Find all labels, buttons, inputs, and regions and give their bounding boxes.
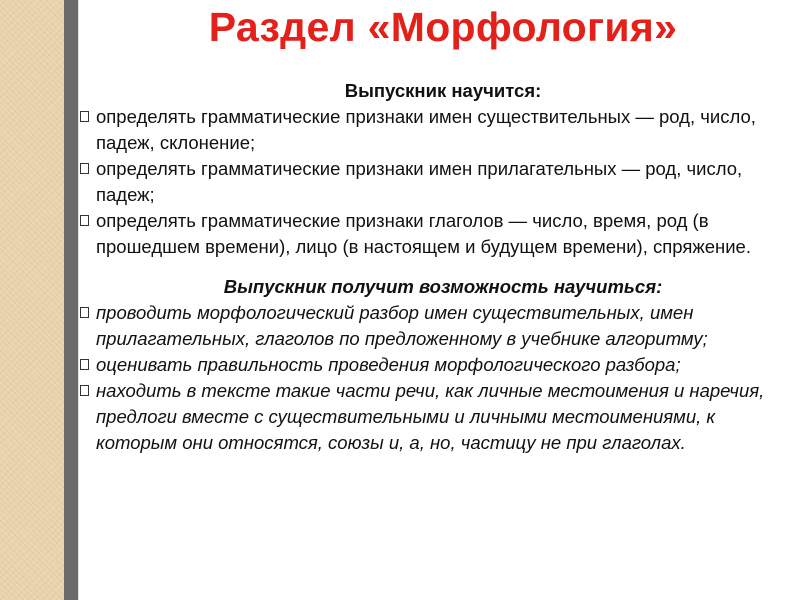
list-item (78, 104, 788, 156)
checkbox-bullet-icon (80, 385, 89, 396)
list-item-text: определять грамматические признаки имен существительных — род, число, падеж, склонение; (96, 106, 756, 153)
list-item-text: находить в тексте такие части речи, как личные местоимения и наречия, предлоги вместе с существительными и личными местоимениями, к которым они относятся, союзы и, а, но, частицу не при глаголах. (96, 380, 765, 453)
list-item-text: проводить морфологический разбор имен существительных, имен прилагательных, глаголов по предложенному в учебнике алгоритму; (96, 302, 708, 349)
list-item (78, 208, 788, 260)
side-divider (64, 0, 78, 600)
list-item (78, 156, 788, 208)
checkbox-bullet-icon (80, 307, 89, 318)
checkbox-bullet-icon (80, 359, 89, 370)
list-item-text: определять грамматические признаки имен прилагательных — род, число, падеж; (96, 158, 743, 205)
decorative-side-band (0, 0, 64, 600)
list-item (78, 378, 788, 456)
slide-content (78, 78, 788, 456)
section-heading-learn: Выпускник научится: (344, 80, 542, 101)
opportunity-list (78, 300, 788, 456)
list-item (78, 300, 788, 352)
list-item-text: определять грамматические признаки глаголов — число, время, род (в прошедшем времени), лицо (в настоящем и будущем времени), спряжение. (96, 210, 751, 257)
list-item (78, 352, 788, 378)
checkbox-bullet-icon (80, 215, 89, 226)
slide-title: Раздел «Морфология» (208, 4, 678, 50)
checkbox-bullet-icon (80, 163, 89, 174)
checkbox-bullet-icon (80, 111, 89, 122)
list-item-text: оценивать правильность проведения морфологического разбора; (96, 354, 681, 375)
learn-list (78, 104, 788, 260)
section-heading-opportunity: Выпускник получит возможность научиться: (223, 276, 663, 297)
